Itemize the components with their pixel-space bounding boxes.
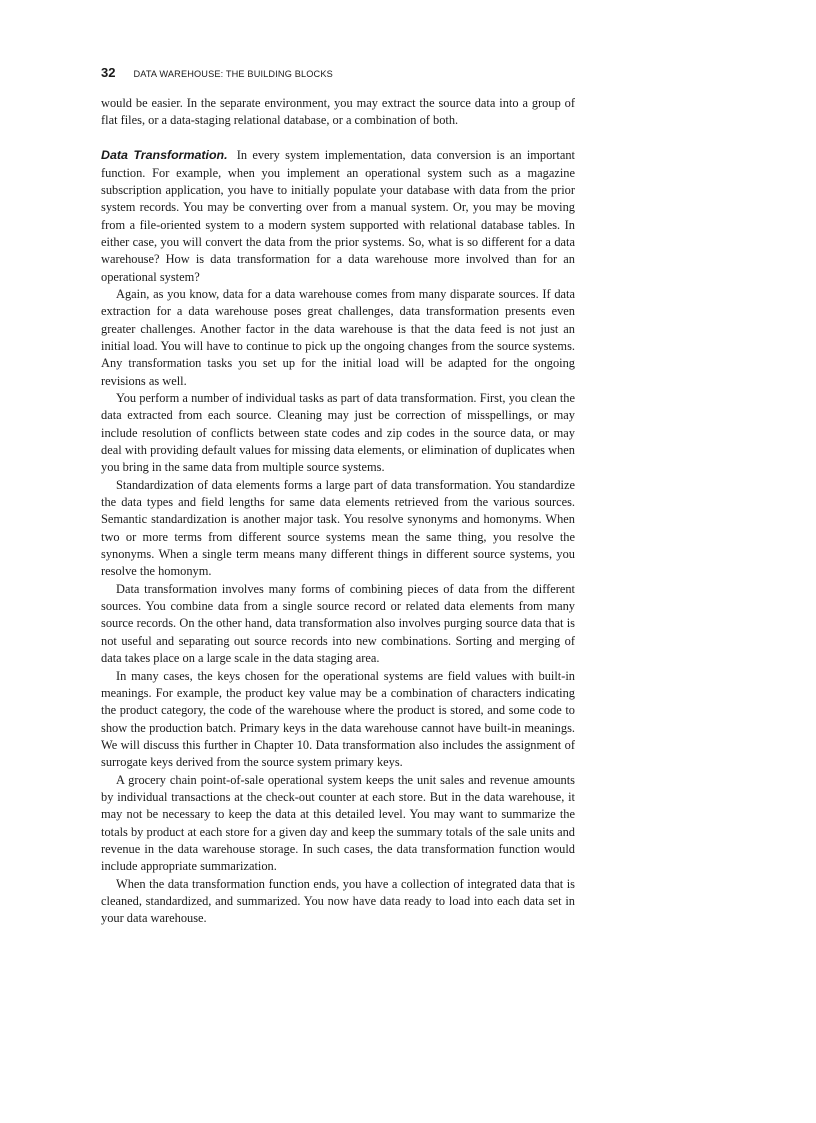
paragraph-cleaning: You perform a number of individual tasks as part of data transformation. First, you clean the data extracted from each source. Cleaning may just be correction of misspellings, or may include resolution of conflicts between state codes and zip codes in the source data, or may deal with providing default values for missing data elements, or elimination of duplicates when you bring in the same data from multiple source systems. [101,391,575,475]
paragraph-disparate-sources: Again, as you know, data for a data warehouse comes from many disparate sources. If data extraction for a data warehouse poses great challenges, data transformation presents even greater challenges. Another factor in the data warehouse is that the data feed is not just an initial load. You will have to continue to pick up the ongoing changes from the source systems. Any transformation tasks you set up for the initial load will be adapted for the ongoing revisions as well. [101,286,575,388]
page-number: 32 [101,65,116,80]
paragraph-summarization: A grocery chain point-of-sale operational system keeps the unit sales and revenue amounts by individual transactions at the check-out counter at each store. But in the data warehouse, it may not be necessary to keep the data at this detailed level. You may want to summarize the totals by product at each store for a given day and keep the summary totals of the sale units and revenue in the data warehouse storage. In such cases, the data transformation function would include appropriate summarization. [101,772,575,874]
section-first-paragraph-block [101,147,575,286]
running-title: DATA WAREHOUSE: THE BUILDING BLOCKS [133,69,333,79]
paragraph-combining-data: Data transformation involves many forms of combining pieces of data from the different sources. You combine data from a single source record or related data elements from many source records. On the other hand, data transformation also involves purging source data that is not useful and separating out source records into new combinations. Sorting and merging of data takes place on a large scale in the data staging area. [101,581,575,666]
running-header [101,64,581,80]
section-first-paragraph: In every system implementation, data conversion is an important function. For example, when you implement an operational system such as a magazine subscription application, you have to initially populate your database with data from the prior system records. You may be converting over from a manual system. Or, you may be moving from a file-oriented system to a modern system supported with relational database tables. In either case, you will convert the data from the prior systems. So, what is so different for a data warehouse? How is data transformation for a data warehouse more involved than for an operational system? [101,148,576,284]
paragraph-conclusion: When the data transformation function ends, you have a collection of integrated data that is cleaned, standardized, and summarized. You now have data ready to load into each data set in your data warehouse. [101,876,575,926]
paragraph-surrogate-keys: In many cases, the keys chosen for the operational systems are field values with built-in meanings. For example, the product key value may be a combination of characters indicating the product category, the code of the warehouse where the product is stored, and some code to show the production batch. Primary keys in the data warehouse cannot have built-in meanings. We will discuss this further in Chapter 10. Data transformation also includes the assignment of surrogate keys derived from the source system primary keys. [101,668,575,770]
paragraph-standardization: Standardization of data elements forms a large part of data transformation. You standardize the data types and field lengths for same data elements retrieved from the various sources. Semantic standardization is another major task. You resolve synonyms and homonyms. When two or more terms from different source systems mean the same thing, you resolve the synonyms. When a single term means many different things in different source systems, you resolve the homonym. [101,477,575,579]
body-text [101,95,575,928]
intro-paragraph: would be easier. In the separate environment, you may extract the source data into a group of flat files, or a data-staging relational database, or a combination of both. [101,96,575,128]
section-heading: Data Transformation. [101,148,228,163]
